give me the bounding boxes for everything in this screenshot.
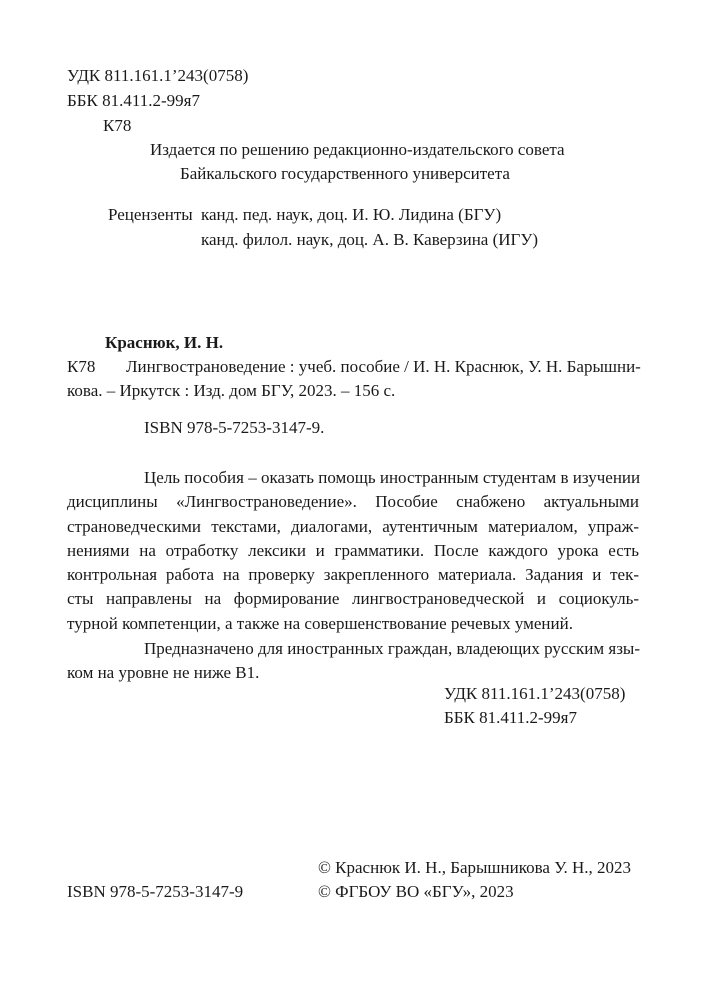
abstract-paragraph-2 [67, 637, 639, 686]
abstract-p1-line: сты направлены на формирование лингвострановедческой и социокуль- [67, 589, 639, 609]
bibliographic-sign: К78 [67, 357, 96, 376]
abstract-p1-line: турной компетенции, а также на совершенствование речевых умений. [67, 613, 573, 633]
bbk-code: ББК 81.411.2-99я7 [67, 91, 200, 110]
bibliographic-isbn: ISBN 978-5-7253-3147-9. [144, 418, 325, 437]
publisher-note-line1: Издается по решению редакционно-издательского совета [150, 140, 565, 159]
publisher-note-line2: Байкальского государственного университета [180, 164, 510, 183]
abstract-p1-line: Цель пособия – оказать помощь иностранным студентам в изучении [144, 468, 641, 487]
udk-code: УДК 811.161.1’243(0758) [67, 66, 249, 85]
book-author: Краснюк, И. Н. [105, 333, 224, 352]
abstract-p1-line: дисциплины «Лингвострановедение». Пособие снабжено актуальными [67, 492, 639, 512]
abstract-paragraph-1 [67, 466, 639, 636]
abstract-p2-line: ком на уровне не ниже В1. [67, 663, 260, 683]
bibliographic-line2: кова. – Иркутск : Изд. дом БГУ, 2023. – 156 с. [67, 381, 396, 400]
abstract-p1-line: страноведческими текстами, диалогами, аутентичным материалом, упраж- [67, 516, 639, 536]
abstract-p2-line: Предназначено для иностранных граждан, владеющих русским язы- [144, 639, 640, 658]
footer-bbk-code: ББК 81.411.2-99я7 [444, 708, 577, 727]
author-sign: К78 [103, 116, 132, 135]
footer-udk-code: УДК 811.161.1’243(0758) [444, 684, 626, 703]
bibliographic-line1: Лингвострановедение : учеб. пособие / И. Н. Краснюк, У. Н. Барышни- [126, 357, 641, 376]
abstract-p1-line: контрольная работа на проверку закрепленного материала. Задания и тек- [67, 565, 639, 585]
copyright-line-2: © ФГБОУ ВО «БГУ», 2023 [318, 882, 514, 901]
reviewer-2: канд. филол. наук, доц. А. В. Каверзина (ИГУ) [201, 230, 539, 249]
reviewer-1: канд. пед. наук, доц. И. Ю. Лидина (БГУ) [201, 205, 502, 224]
reviewers-label: Рецензенты [108, 205, 193, 224]
copyright-isbn: ISBN 978-5-7253-3147-9 [67, 882, 244, 901]
copyright-line-1: © Краснюк И. Н., Барышникова У. Н., 2023 [318, 858, 632, 877]
abstract-p1-line: нениями на отработку лексики и грамматики. После каждого урока есть [67, 540, 639, 560]
